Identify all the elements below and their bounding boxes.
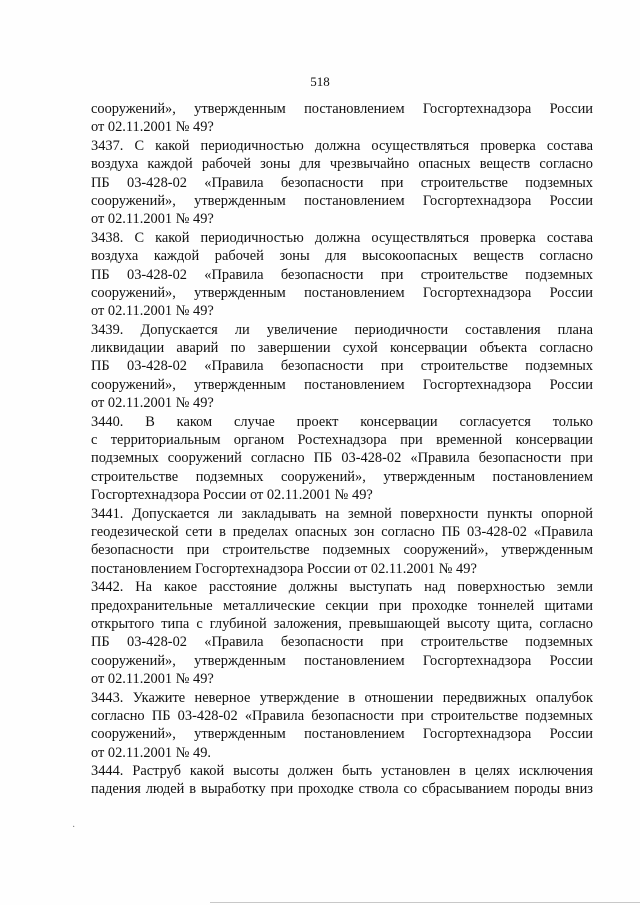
text-line: предохранительные металлические секции при проходке тоннелей щитами xyxy=(91,597,593,614)
text-line: от 02.11.2001 № 49. xyxy=(91,744,212,761)
text-line: 3439. Допускается ли увеличение периодичности составления плана xyxy=(91,321,593,338)
text-line: ПБ 03-428-02 «Правила безопасности при строительстве подземных xyxy=(91,634,593,651)
text-line: ПБ 03-428-02 «Правила безопасности при строительстве подземных xyxy=(91,358,593,375)
text-line: геодезической сети в пределах опасных зон согласно ПБ 03-428-02 «Правила xyxy=(91,523,593,540)
scan-edge-line xyxy=(210,902,640,903)
scan-margin-mark: · xyxy=(72,822,76,833)
document-body xyxy=(91,100,593,799)
text-line: согласно ПБ 03-428-02 «Правила безопасности при строительстве подземных xyxy=(91,707,593,724)
question-3443 xyxy=(91,689,593,763)
text-line: с территориальным органом Ростехнадзора при временной консервации xyxy=(91,432,593,449)
text-line: ПБ 03-428-02 «Правила безопасности при строительстве подземных xyxy=(91,266,593,283)
text-line: от 02.11.2001 № 49? xyxy=(91,395,214,412)
question-3439 xyxy=(91,321,593,413)
text-line: 3438. С какой периодичностью должна осуществляться проверка состава xyxy=(91,229,593,246)
text-line: ликвидации аварий по завершении сухой консервации объекта согласно xyxy=(91,340,593,357)
text-line: сооружений», утвержденным постановлением Госгортехнадзора России xyxy=(91,726,593,743)
text-line: падения людей в выработку при проходке ствола со сбрасыванием породы вниз xyxy=(91,781,593,798)
text-line: безопасности при строительстве подземных сооружений», утвержденным xyxy=(91,542,593,559)
text-line: сооружений», утвержденным постановлением Госгортехнадзора России xyxy=(91,101,593,117)
question-3442 xyxy=(91,578,593,688)
text-line: 3443. Укажите неверное утверждение в отношении передвижных опалубок xyxy=(91,689,593,706)
text-line: воздуха каждой рабочей зоны для чрезвычайно опасных веществ согласно xyxy=(91,156,593,173)
text-line: ПБ 03-428-02 «Правила безопасности при строительстве подземных xyxy=(91,174,593,191)
text-line: 3444. Раструб какой высоты должен быть установлен в целях исключения xyxy=(91,763,593,780)
text-line: сооружений», утвержденным постановлением Госгортехнадзора России xyxy=(91,284,593,301)
paragraph-continuation xyxy=(91,100,593,137)
question-3438 xyxy=(91,229,593,321)
text-line: строительстве подземных сооружений», утвержденным постановлением xyxy=(91,468,593,485)
text-line: 3437. С какой периодичностью должна осуществляться проверка состава xyxy=(91,137,593,154)
text-line: постановлением Госгортехнадзора России от 02.11.2001 № 49? xyxy=(91,560,477,577)
text-line: воздуха каждой рабочей зоны для высокоопасных веществ согласно xyxy=(91,248,593,265)
text-line: от 02.11.2001 № 49? xyxy=(91,671,214,688)
text-line: Госгортехнадзора России от 02.11.2001 № 49? xyxy=(91,487,373,504)
text-line: подземных сооружений согласно ПБ 03-428-02 «Правила безопасности при xyxy=(91,450,593,467)
text-line: сооружений», утвержденным постановлением Госгортехнадзора России xyxy=(91,376,593,393)
text-line: открытого типа с глубиной заложения, превышающей высоту щита, согласно xyxy=(91,615,593,632)
question-3437 xyxy=(91,137,593,229)
text-line: 3440. В каком случае проект консервации согласуется только xyxy=(91,413,593,430)
text-line: сооружений», утвержденным постановлением Госгортехнадзора России xyxy=(91,192,593,209)
text-line: 3441. Допускается ли закладывать на земной поверхности пункты опорной xyxy=(91,505,593,522)
text-line: от 02.11.2001 № 49? xyxy=(91,303,214,320)
text-line: от 02.11.2001 № 49? xyxy=(91,211,214,228)
text-line: от 02.11.2001 № 49? xyxy=(91,119,214,136)
page-number: 518 xyxy=(310,74,330,89)
question-3444 xyxy=(91,762,593,799)
question-3441 xyxy=(91,505,593,579)
question-3440 xyxy=(91,413,593,505)
text-line: 3442. На какое расстояние должны выступать над поверхностью земли xyxy=(91,579,593,596)
text-line: сооружений», утвержденным постановлением Госгортехнадзора России xyxy=(91,652,593,669)
